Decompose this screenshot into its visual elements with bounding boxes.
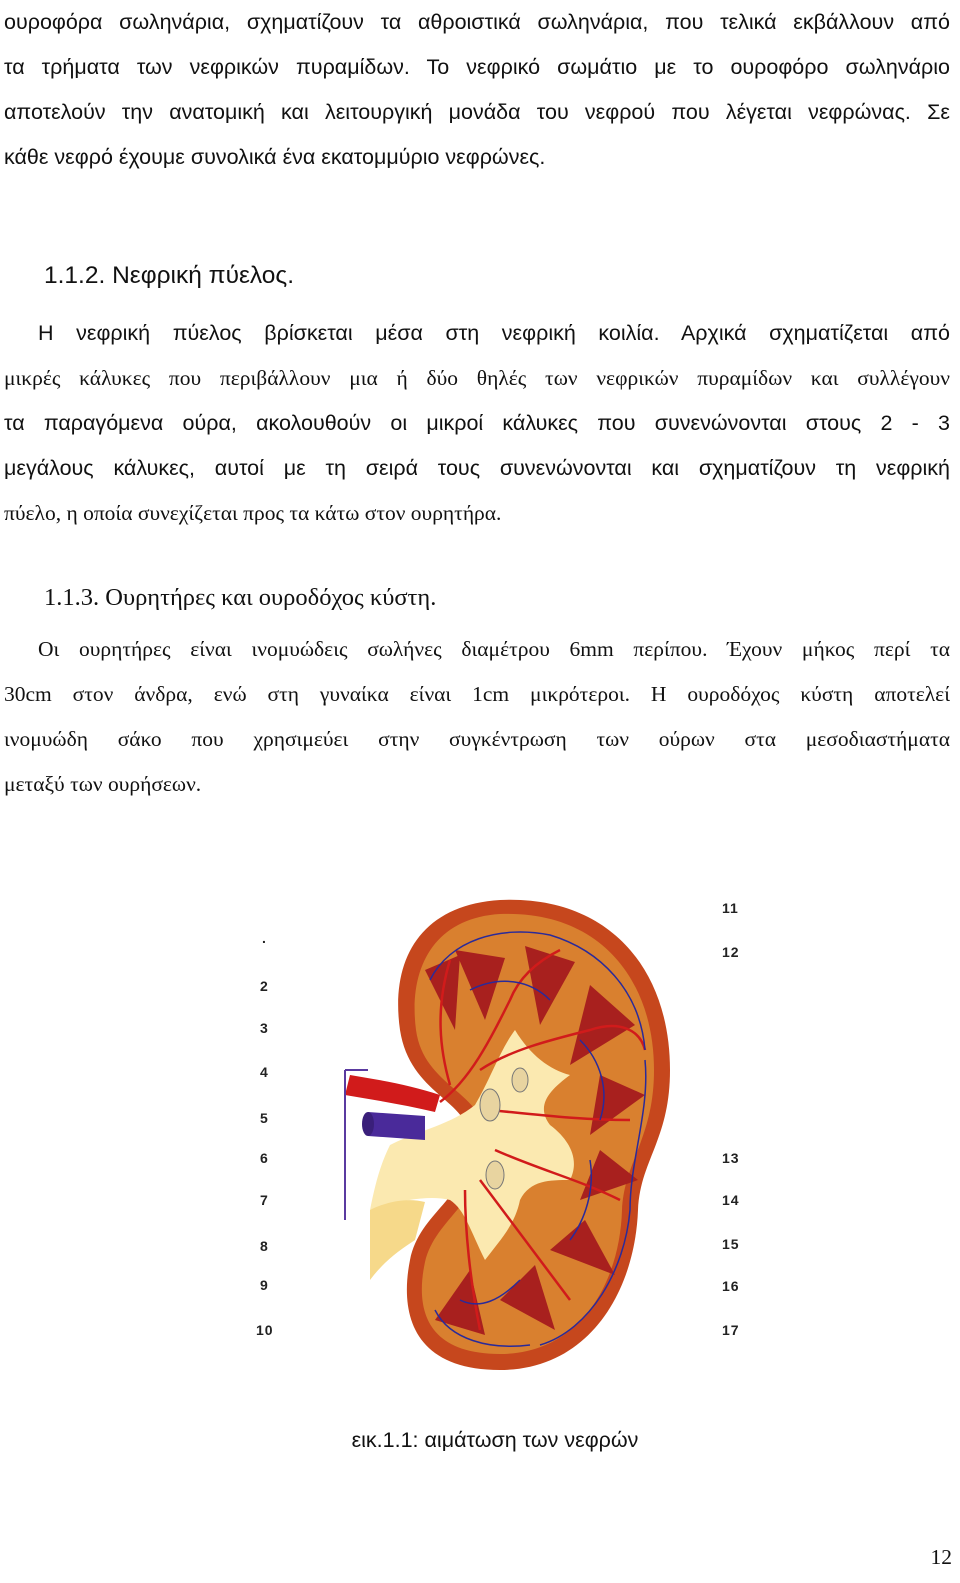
figure-label: 9 — [260, 1277, 269, 1293]
text-line: τα παραγόμενα ούρα, ακολουθούν οι μικροί κάλυκες που συνενώνονται στους 2 - 3 — [4, 411, 950, 435]
text-line: μεταξύ των ουρήσεων. — [4, 772, 202, 796]
text-line: αποτελούν την ανατομική και λειτουργική μονάδα του νεφρού που λέγεται νεφρώνας. Σε — [4, 100, 950, 124]
section-heading-renal-pelvis: 1.1.2. Νεφρική πύελος. — [44, 262, 295, 289]
text-line: Οι ουρητήρες είναι ινομυώδεις σωλήνες διαμέτρου 6mm περίπου. Έχουν μήκος περί τα — [38, 637, 950, 661]
ureters-paragraph — [4, 627, 950, 807]
renal-pelvis-paragraph — [4, 311, 950, 536]
figure-label: 7 — [260, 1192, 269, 1208]
figure-label: 4 — [260, 1064, 269, 1080]
text-line: τα τρήματα των νεφρικών πυραμίδων. Το νεφρικό σωμάτιο με το ουροφόρο σωληνάριο — [4, 55, 950, 79]
figure-label: 17 — [722, 1322, 740, 1338]
figure-label: 13 — [722, 1150, 740, 1166]
intro-paragraph — [4, 0, 950, 180]
renal-vein — [368, 1112, 425, 1140]
text-line: κάθε νεφρό έχουμε συνολικά ένα εκατομμύριο νεφρώνες. — [4, 145, 546, 169]
figure-label: 2 — [260, 978, 269, 994]
section-heading-ureters: 1.1.3. Ουρητήρες και ουροδόχος κύστη. — [44, 584, 437, 611]
figure-label: 12 — [722, 944, 740, 960]
figure-label: . — [262, 930, 267, 946]
text-line: μικρές κάλυκες που περιβάλλουν μια ή δύο θηλές των νεφρικών πυραμίδων και συλλέγουν — [4, 366, 950, 390]
kidney-illustration — [250, 880, 750, 1380]
figure-label: 14 — [722, 1192, 740, 1208]
figure-label: 16 — [722, 1278, 740, 1294]
figure-label: 8 — [260, 1238, 269, 1254]
figure-caption: εικ.1.1: αιμάτωση των νεφρών — [351, 1428, 639, 1452]
kidney-blood-supply-figure — [250, 880, 750, 1380]
text-line: μεγάλους κάλυκες, αυτοί με τη σειρά τους συνενώνονται και σχηματίζουν τη νεφρική — [4, 456, 950, 480]
text-line: πύελο, η οποία συνεχίζεται προς τα κάτω στον ουρητήρα. — [4, 501, 502, 525]
figure-label: 15 — [722, 1236, 740, 1252]
figure-label: 10 — [256, 1322, 274, 1338]
figure-label: 3 — [260, 1020, 269, 1036]
text-line: ουροφόρα σωληνάρια, σχηματίζουν τα αθροιστικά σωληνάρια, που τελικά εκβάλλουν από — [4, 10, 950, 34]
page-number: 12 — [930, 1545, 952, 1569]
figure-label: 5 — [260, 1110, 269, 1126]
figure-label: 11 — [722, 900, 739, 916]
text-line: ινομυώδη σάκο που χρησιμεύει στην συγκέντρωση των ούρων στα μεσοδιαστήματα — [4, 727, 950, 751]
text-line: Η νεφρική πύελος βρίσκεται μέσα στη νεφρική κοιλία. Αρχικά σχηματίζεται από — [38, 321, 950, 345]
text-line: 30cm στον άνδρα, ενώ στη γυναίκα είναι 1cm μικρότεροι. Η ουροδόχος κύστη αποτελεί — [4, 682, 950, 706]
figure-label: 6 — [260, 1150, 269, 1166]
